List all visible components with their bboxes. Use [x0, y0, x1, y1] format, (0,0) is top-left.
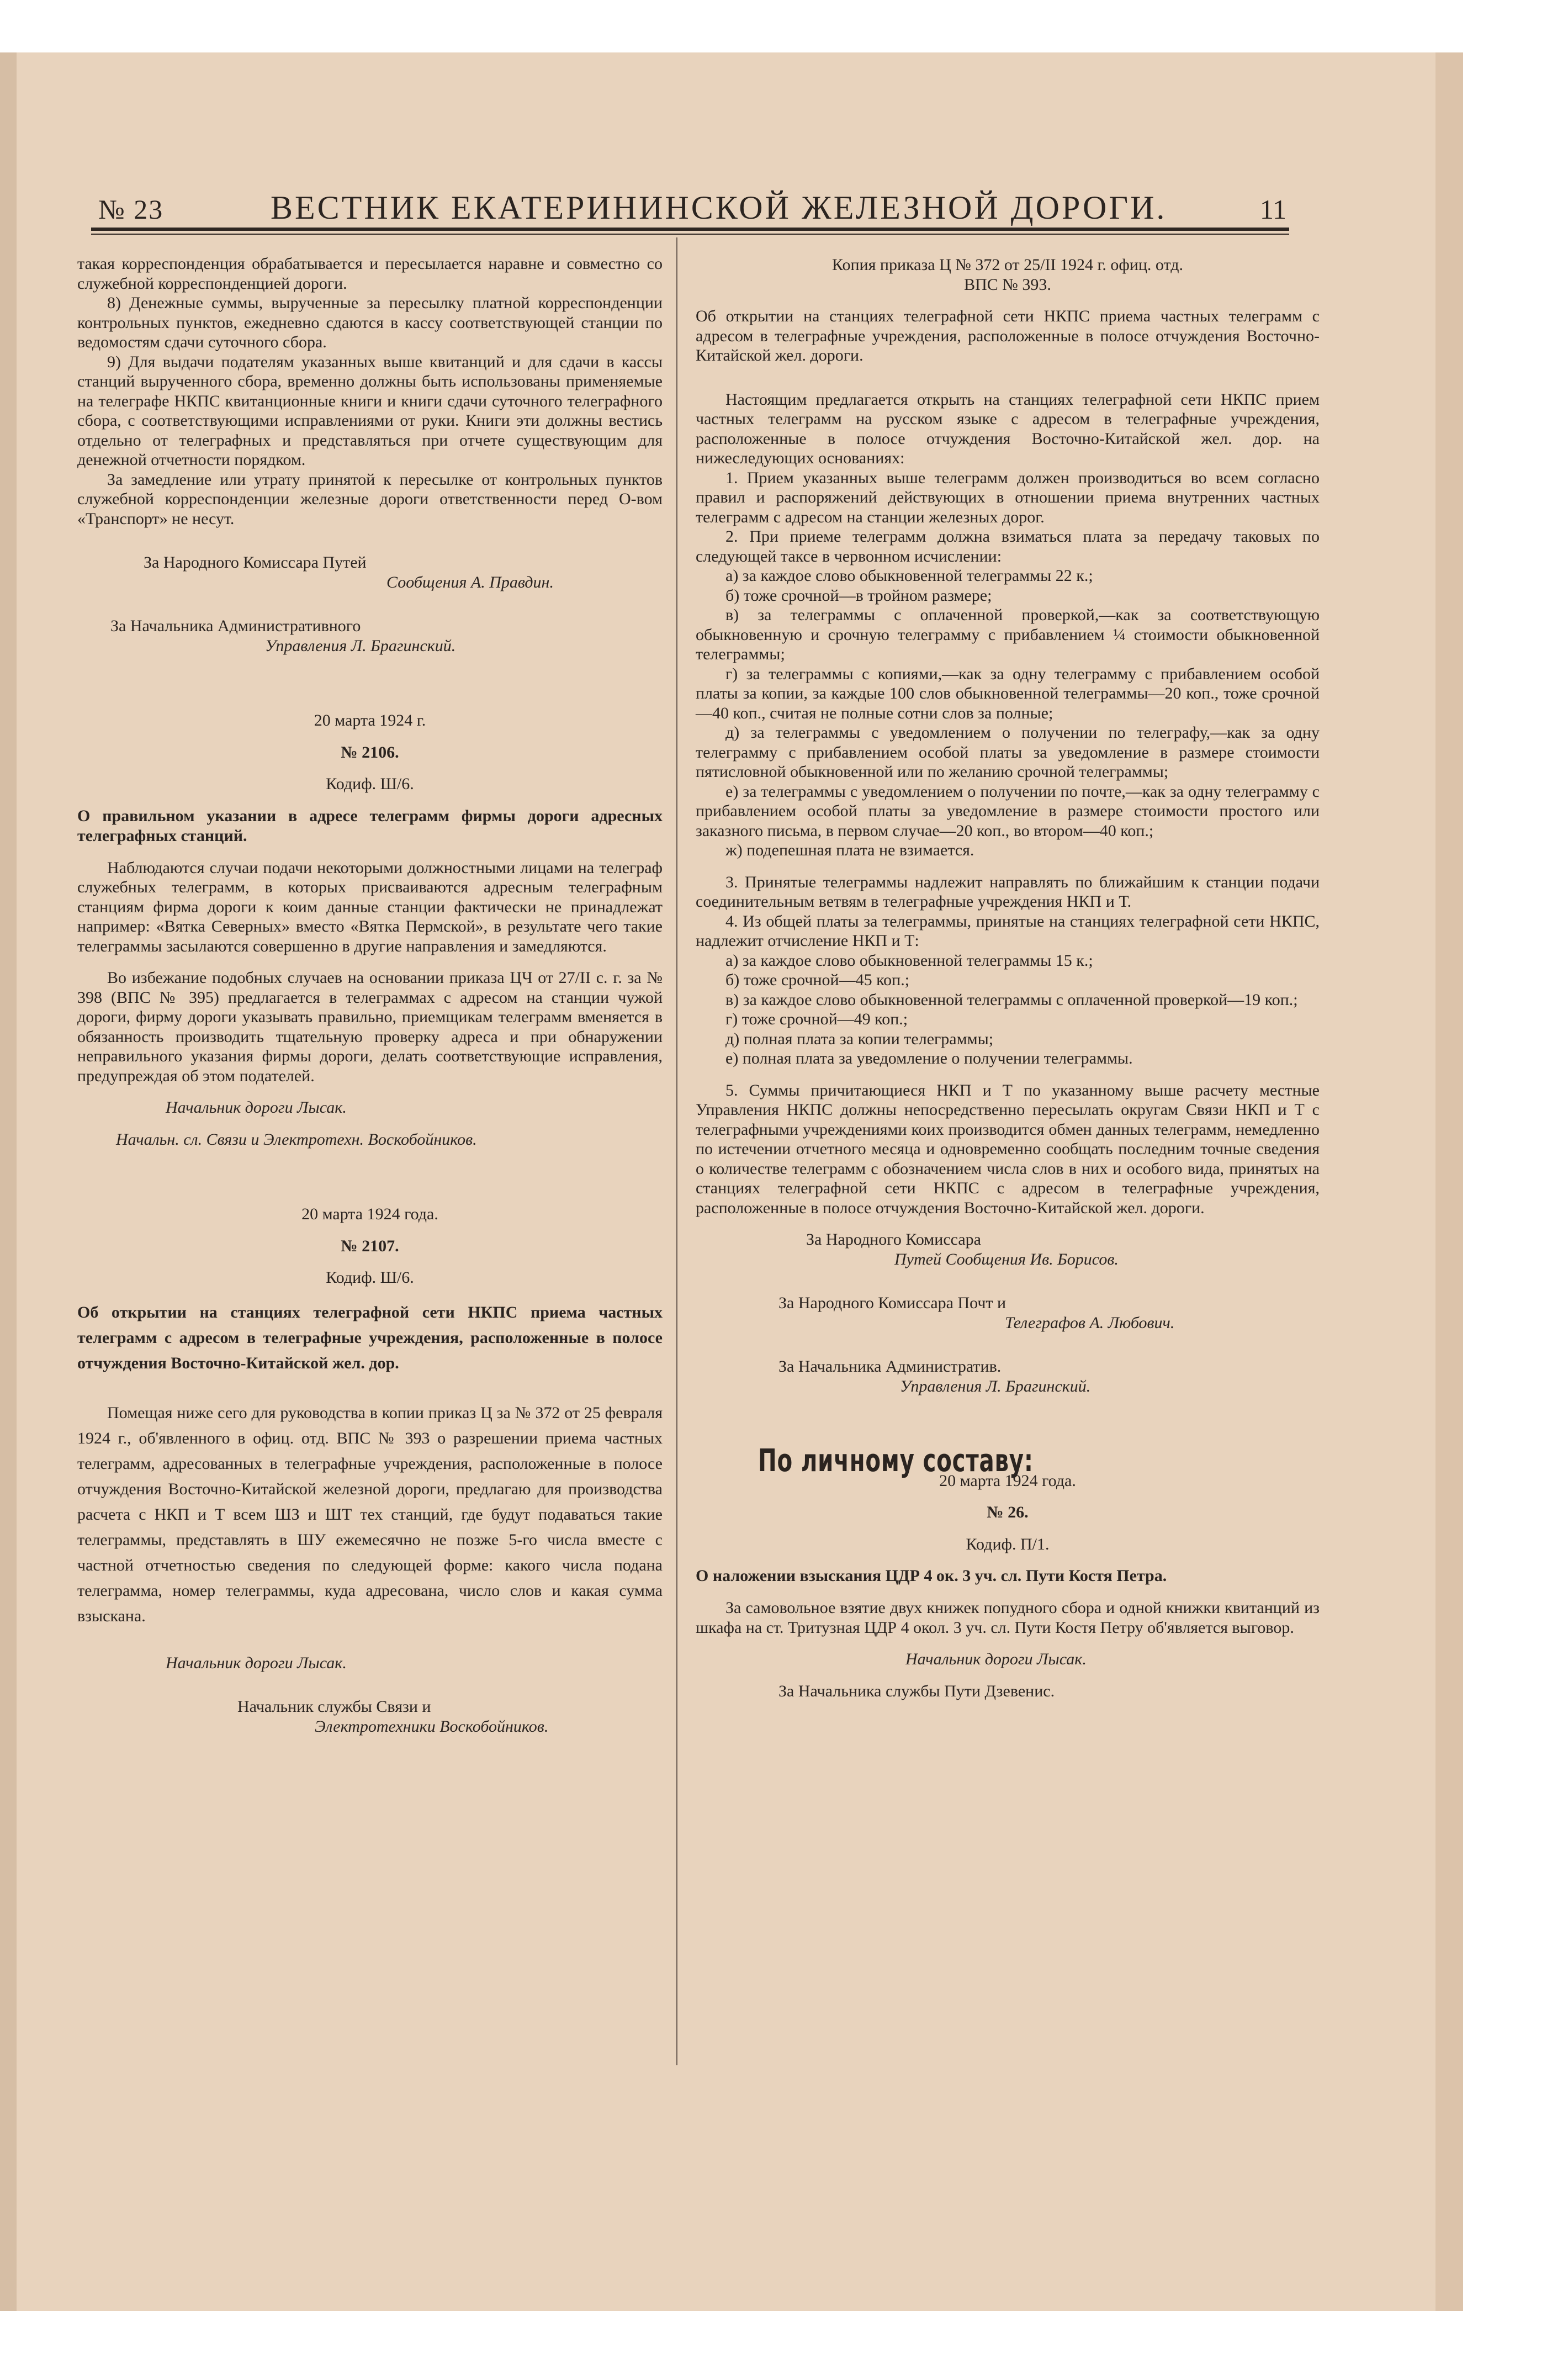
order-title: О правильном указании в адресе телеграмм фирмы дороги адресных телеграфных станций.: [77, 806, 663, 845]
page-edge: [1435, 52, 1463, 2311]
list-item: б) тоже срочной—в тройном размере;: [725, 586, 992, 605]
list-item: ж) подепешная плата не взимается.: [725, 841, 974, 859]
paragraph: Наблюдаются случаи подачи некоторыми должностными лицами на телеграф служебных телеграмм, в которых присваиваются адресным телеграфным станциям фирма дороги к коим данные станции фактически не принадлежат например: «Вятка Северных» вместо «Вятка Пермской», в результате чего такие телеграммы засылаются совершенно в другие направления и замедляются.: [77, 858, 663, 955]
order-date: 20 марта 1924 года.: [939, 1471, 1076, 1490]
paragraph: 9) Для выдачи подателям указанных выше квитанций и для сдачи в кассы станций вырученного сбора, временно должны быть использованы применяемые на телеграфе НКПС квитанционные книги и книги сдачи суточного телеграфного сбора, с соответствующими исправлениями от руки. Книги эти должны вестись отдельно от телеграфных и представляться при отчете существующим для денежной отчетности порядком.: [77, 352, 663, 469]
list-item: 5. Суммы причитающиеся НКП и Т по указанному выше расчету местные Управления НКПС должны непосредственно пересылать округам Связи НКП и Т с телеграфными учреждениями коих производится обмен данных телеграмм, немедленно по истечении отчетного месяца и одновременно сообщать последним точные сведения о количестве телеграмм с обозначением числа слов в них и особого вида, принятых на станциях телеграфной сети НКПС с адресом в телеграфные учреждения, расположенные в полосе отчуждения Восточно-Китайской жел. дороги.: [696, 1081, 1320, 1217]
copy-line: ВПС № 393.: [964, 275, 1051, 294]
signature-line: За Начальника Административного: [110, 617, 361, 635]
list-item: е) полная плата за уведомление о получении телеграммы.: [725, 1049, 1133, 1067]
order-title: О наложении взыскания ЦДР 4 ок. 3 уч. сл. Пути Костя Петра.: [696, 1567, 1167, 1585]
paragraph: Помещая ниже сего для руководства в копии приказ Ц за № 372 от 25 февраля 1924 г., об'явленного в офиц. отд. ВПС № 393 о разрешении приема частных телеграмм, адресованных в телеграфные учреждения, расположенные в полосе отчуждения Восточно-Китайской железной дороги, предлагаю для производства расчета с НКП и Т всем ШЗ и ШТ тех станций, где будут подаваться такие телеграммы, представлять в ШУ ежемесячно не позже 5-го числа вместе с частной отчетностью сведения по следующей форме: какого числа подана телеграмма, номер телеграммы, куда адресована, число слов и какая сумма взыскана.: [77, 1403, 663, 1625]
right-column: [696, 255, 1320, 1701]
page-number: 11: [1259, 194, 1286, 225]
list-item: 4. Из общей платы за телеграммы, принятые на станциях телеграфной сети НКПС, надлежит отчисление НКП и Т:: [696, 912, 1320, 950]
signature-line: За Начальника службы Пути Дзевенис.: [778, 1681, 1055, 1700]
signature-line: Путей Сообщения Ив. Борисов.: [894, 1250, 1119, 1268]
signature-line: Сообщения А. Правдин.: [386, 573, 554, 591]
signature-line: Начальник дороги Лысак.: [905, 1650, 1087, 1668]
signature-line: Управления Л. Брагинский.: [265, 636, 456, 655]
list-item: 1. Прием указанных выше телеграмм должен производиться во всем согласно правил и распоряжений действующих в отношении приема внутренних частных телеграмм с адресом на станции железных дорог.: [696, 468, 1320, 526]
order-title: Об открытии на станциях телеграфной сети НКПС приема частных телеграмм с адресом в телеграфные учреждения, расположенные в полосе отчуждения Восточно-Китайской жел. дор.: [77, 1303, 663, 1372]
publication-title: ВЕСТНИК ЕКАТЕРИНИНСКОЙ ЖЕЛЕЗНОЙ ДОРОГИ.: [271, 189, 1167, 226]
list-item: 3. Принятые телеграммы надлежит направлять по ближайшим к станции подачи соединительным ветвям в телеграфные учреждения НКП и Т.: [696, 872, 1320, 911]
issue-number: № 23: [98, 194, 164, 225]
header-rule-thin: [91, 234, 1289, 235]
list-item: в) за телеграммы с оплаченной проверкой,—как за соответствующую обыкновенную и срочную телеграмму с прибавлением ¼ стоимости обыкновенной телеграммы;: [696, 606, 1320, 663]
list-item: а) за каждое слово обыкновенной телеграммы 22 к.;: [725, 567, 1093, 585]
order-number: № 2106.: [341, 743, 399, 762]
copy-line: Копия приказа Ц № 372 от 25/II 1924 г. офиц. отд.: [831, 256, 1183, 274]
signature-line: Начальник дороги Лысак.: [166, 1098, 347, 1117]
paragraph: Настоящим предлагается открыть на станциях телеграфной сети НКПС прием частных телеграмм на русском языке с адресом в телеграфные учреждения, расположенные в полосе отчуждения Восточно-Китайской жел. дор. на нижеследующих основаниях:: [696, 390, 1320, 467]
order-number: № 26.: [987, 1503, 1029, 1521]
page-header: [94, 189, 1286, 228]
list-item: в) за каждое слово обыкновенной телеграммы с оплаченной проверкой—19 коп.;: [725, 990, 1298, 1009]
list-item: 2. При приеме телеграмм должна взиматься плата за передачу таковых по следующей таксе в червонном исчислении:: [696, 527, 1320, 565]
order-date: 20 марта 1924 г.: [314, 711, 426, 729]
order-codification: Кодиф. Ш/6.: [326, 1268, 414, 1287]
signature-line: Начальник службы Связи и: [237, 1698, 431, 1716]
paragraph: такая корреспонденция обрабатывается и пересылается наравне и совместно со служебной корреспонденцией дороги.: [77, 255, 663, 293]
signature-line: За Народного Комиссара Путей: [144, 553, 367, 572]
paragraph: 8) Денежные суммы, вырученные за пересылку платной корреспонденции контрольных пунктов, ежедневно сдаются в кассу соответствующей станции по ведомостям сдачи суточного сбора.: [77, 294, 663, 351]
order-codification: Кодиф. Ш/6.: [326, 775, 414, 793]
signature-line: За Начальника Административ.: [778, 1357, 1002, 1376]
left-column: [77, 254, 663, 1736]
signature-line: За Народного Комиссара Почт и: [778, 1294, 1007, 1312]
list-item: е) за телеграммы с уведомлением о получении по почте,—как за одну телеграмму с прибавлением особой платы за уведомление в размере стоимости простого или заказного письма, в первом случае—20 коп., во втором—40 коп.;: [696, 782, 1320, 840]
list-item: б) тоже срочной—45 коп.;: [725, 971, 910, 989]
order-number: № 2107.: [341, 1236, 399, 1255]
signature-line: Электротехники Воскобойников.: [315, 1717, 549, 1736]
signature-line: Телеграфов А. Любович.: [1005, 1313, 1175, 1332]
signature-line: Начальник дороги Лысак.: [166, 1653, 347, 1672]
signature-line: Управления Л. Брагинский.: [900, 1377, 1091, 1395]
paragraph: Во избежание подобных случаев на основании приказа ЦЧ от 27/II с. г. за № 398 (ВПС № 395) предлагается в телеграммах с адресом на станции чужой дороги, фирму дороги указывать правильно, приемщикам телеграмм вменяется в обязанность производить тщательную проверку адреса и при обнаружении неправильного указания фирмы дороги, делать соответствующие исправления, предупреждая об этом подателей.: [77, 969, 663, 1085]
column-divider: [676, 237, 677, 2065]
paragraph: За замедление или утрату принятой к пересылке от контрольных пунктов служебной корреспонденции железные дороги ответственности перед О-вом «Транспорт» не несут.: [77, 470, 663, 528]
header-rule-thick: [91, 228, 1289, 231]
order-date: 20 марта 1924 года.: [301, 1205, 438, 1223]
signature-line: За Народного Комиссара: [806, 1230, 981, 1249]
signature-line: Начальн. сл. Связи и Электротехн. Воскобойников.: [116, 1130, 477, 1149]
section-heading: По личному составу:: [758, 1443, 1034, 1479]
list-item: г) тоже срочной—49 коп.;: [725, 1010, 908, 1028]
list-item: а) за каждое слово обыкновенной телеграммы 15 к.;: [725, 951, 1093, 970]
list-item: д) полная плата за копии телеграммы;: [725, 1029, 994, 1048]
order-title: Об открытии на станциях телеграфной сети НКПС приема частных телеграмм с адресом в телеграфные учреждения, расположенные в полосе отчуждения Восточно-Китайской жел. дороги.: [696, 307, 1320, 364]
order-codification: Кодиф. П/1.: [966, 1535, 1050, 1553]
paragraph: За самовольное взятие двух книжек попудного сбора и одной книжки квитанций из шкафа на ст. Тритузная ЦДР 4 окол. 3 уч. сл. Пути Костя Петру об'является выговор.: [696, 1599, 1320, 1637]
list-item: г) за телеграммы с копиями,—как за одну телеграмму с прибавлением особой платы за копии, за каждые 100 слов обыкновенной телеграммы—20 коп., тоже срочной—40 коп., считая не полные сотни слов за полные;: [696, 664, 1320, 722]
page-fold-shadow: [0, 52, 17, 2311]
list-item: д) за телеграммы с уведомлением о получении по телеграфу,—как за одну телеграмму с прибавлением особой платы за уведомление в размере стоимости пятисловной обыкновенной или по желанию срочной телеграммы;: [696, 723, 1320, 781]
